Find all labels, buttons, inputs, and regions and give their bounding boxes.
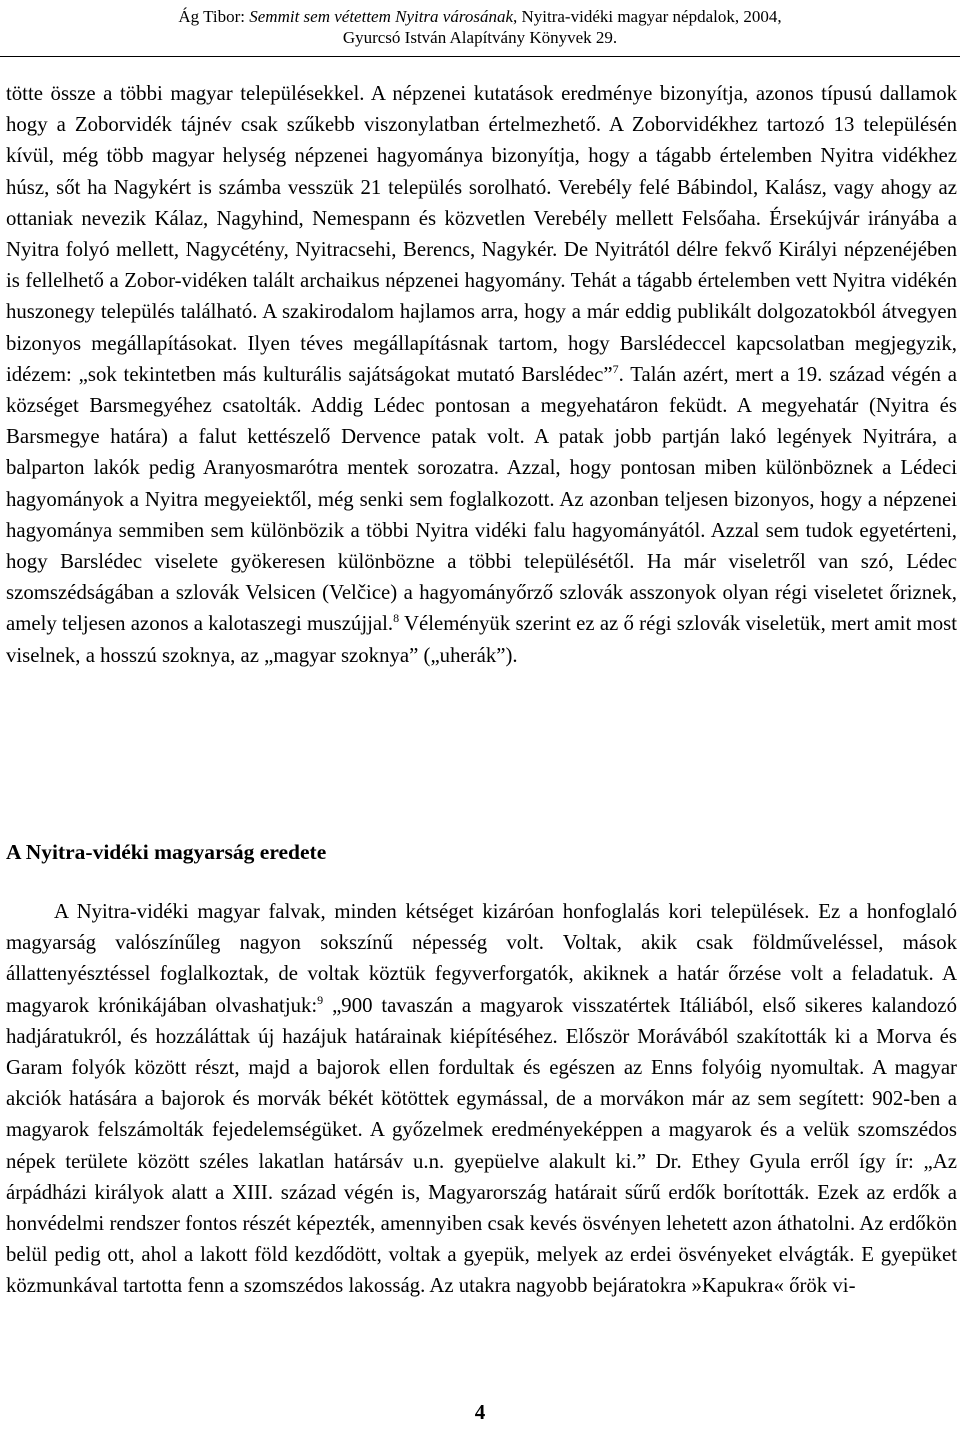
paragraph-1-text-c: Véleményük szerint ez az ő régi szlovák viseletük, mert amit most viselnek, a hosszú szoknya, az „magyar szoknya” („uherák”). [6, 612, 958, 667]
page-number: 4 [474, 1400, 486, 1424]
footnote-ref-7: 7 [612, 361, 619, 376]
body-block-1 [6, 78, 957, 671]
paragraph-1-text-b: . Talán azért, mert a 19. század végén a községet Barsmegyéhez csatolták. Addig Lédec pontosan a megyehatáron feküdt. A megyehatár (Nyitra és Barsmegye határa) a falut kettészelő Dervence patak volt. A patak jobb partján lakó legények Nyitrára, a balparton lakók pedig Aranyosmarótra mentek sorozatra. Azzal, hogy pontosan miben különböznek a Lédeci hagyományok a Nyitra megyeiektől, még senki sem foglalkozott. Az azonban teljesen bizonyos, hogy a népzenei hagyománya semmiben sem különbözik a többi Nyitra vidéki falu hagyományától. Azzal sem tudok egyetérteni, hogy Barslédec viselete gyökeresen különbözne a többi településétől. Ha már viseletről van szó, Lédec szomszédságában a szlovák Velsicen (Velčice) a hagyományőrző szlovák asszonyok olyan régi viseletet őriznek, amely teljesen azonos a kalotaszegi muszújjal. [6, 362, 957, 636]
paragraph-2-text-b: „900 tavaszán a magyarok visszatértek Itáliából, első sikeres kalandozó hadjáratukról, és hozzáláttak új hazájuk határainak kiépítéséhez. Először Morávából szakították ki a Morva és Garam folyók között részt, majd a bajorok ellen fordultak és egészen az Enns folyóig nyomultak. A magyar akciók hatására a bajorok és morvák békét kötöttek egymással, de a morvákon már az sem segített: 902-ben a magyarok felszámolták fejedelemségüket. A győzelmek eredményeképpen a magyarok és a velük szomszédos népek területe között széles lakatlan határsáv u.n. gyepüelve alakult ki.” Dr. Ethey Gyula erről így ír: „Az árpádházi királyok alatt a XIII. század végén is, Magyarország határait sűrű erdők borították. Ezek az erdők a honvédelmi rendszer fontos részét képezték, amennyiben csak kevés ösvényen lehetett azon áthatolni. Az erdőkön belül pedig ott, ahol a lakott föld kezdődött, voltak a gyepük, melyek az erdei ösvényeket elvágták. E gyepüket közmunkával tartotta fenn a szomszédos lakosság. Az utakra nagyobb bejáratokra »Kapukra« őrök vi- [6, 993, 957, 1298]
header-book-title: Semmit sem vétettem Nyitra városának [249, 7, 513, 26]
paragraph-2-text-a: A Nyitra-vidéki magyar falvak, minden kétséget kizáróan honfoglalás kori települések. Ez a honfoglaló magyarság valószínűleg nagyon sokszínű népesség volt. Voltak, akik csak földműveléssel, mások állattenyésztéssel foglalkoztak, de voltak köztük fegyverforgatók, akiknek a határ őrzése volt a feladatuk. A magyarok krónikájában olvashatjuk: [6, 900, 957, 1017]
header-line-2: Gyurcsó István Alapítvány Könyvek 29. [342, 28, 618, 47]
header-divider [0, 56, 960, 57]
header-author: Ág Tibor: [178, 7, 250, 26]
paragraph-1-text-a: tötte össze a többi magyar településekkel. A népzenei kutatások eredménye bizonyítja, azonos típusú dallamok hogy a Zoborvidék tájnév csak szűkebb viszonylatban értelmezhető. A Zoborvidékhez tartozó 13 településén kívül, még több magyar helység népzenei hagyománya bizonyítja, hogy a tágabb értelemben Nyitra vidékhez húsz, sőt ha Nagykért is számba vesszük 21 település sorolható. Verebély felé Bábindol, Kalász, vagy ahogy az ottaniak nevezik Kálaz, Nagyhind, Nemespann és közvetlen Verebély mellett Felsőaha. Érsekújvár irányába a Nyitra folyó mellett, Nagycétény, Nyitracsehi, Berencs, Nagykér. De Nyitrától délre fekvő Királyi népzenéjében is fellelhető a Zobor-vidéken talált archaikus népzenei hagyomány. Tehát a tágabb értelemben vett Nyitra vidékén huszonegy település található. A szakirodalom hajlamos arra, hogy a már eddig publikált dolgozatokból átvegyen bizonyos megállapításokat. Ilyen téves megállapításnak tartom, hogy Barslédeccel kapcsolatban megjegyzik, idézem: „sok tekintetben más kulturális sajátságokat mutató Barslédec” [6, 82, 957, 386]
paragraph-1 [6, 78, 957, 671]
footnote-ref-8: 8 [393, 611, 400, 626]
section-heading: A Nyitra-vidéki magyarság eredete [6, 840, 327, 864]
header-line-1 [0, 6, 960, 27]
header-subtitle: , Nyitra-vidéki magyar népdalok, 2004, [513, 7, 782, 26]
footnote-ref-9: 9 [317, 992, 324, 1007]
paragraph-2 [6, 896, 957, 1302]
body-block-2 [6, 896, 957, 1302]
running-header [0, 6, 960, 48]
